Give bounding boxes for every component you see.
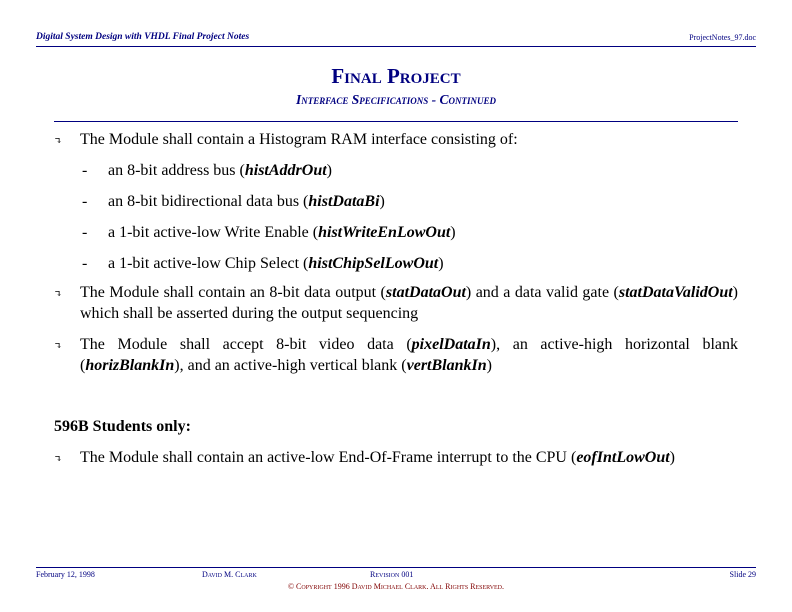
bullet-text: The Module shall contain a Histogram RAM interface consisting of:: [80, 131, 518, 148]
footer-copyright: © Copyright 1996 David Michael Clark. All Rights Reserved.: [287, 582, 505, 591]
slide-content: [54, 129, 738, 468]
dash-marker: -: [82, 162, 88, 179]
footer-revision: Revision 001: [370, 570, 414, 579]
sub-item-text: a 1-bit active-low Write Enable (: [108, 224, 319, 241]
page-subtitle: Interface Specifications - Continued: [295, 92, 497, 107]
bullet-text: The Module shall contain an 8-bit data output (: [80, 284, 386, 301]
sub-item-text: a 1-bit active-low Chip Select (: [108, 255, 309, 272]
bullet-text: The Module shall contain an active-low End-Of-Frame interrupt to the CPU (: [80, 449, 577, 466]
students-heading: 596B Students only:: [54, 418, 191, 435]
sub-item-text: ): [450, 224, 456, 241]
bullet-item: [54, 334, 738, 376]
bullet-text: The Module shall accept 8-bit video data (: [80, 336, 412, 353]
bullet-item: [54, 129, 738, 150]
sub-item-text: an 8-bit bidirectional data bus (: [108, 193, 309, 210]
bullet-item: [54, 447, 738, 468]
sub-item-text: ): [438, 255, 444, 272]
signal-name: histWriteEnLowOut: [318, 224, 451, 241]
signal-name: horizBlankIn: [85, 357, 175, 374]
sub-item: [54, 222, 738, 243]
signal-name: eofIntLowOut: [576, 449, 670, 466]
bullet-text: ) which shall be asserted during the output sequencing: [80, 284, 738, 322]
bullet-icon: ↴: [54, 454, 63, 465]
sub-item: [54, 191, 738, 212]
bullet-item: [54, 282, 738, 324]
sub-item: [54, 160, 738, 181]
footer-divider: [36, 567, 756, 568]
header-file-name: ProjectNotes_97.doc: [689, 33, 756, 42]
signal-name: histDataBi: [308, 193, 380, 210]
bullet-icon: ↴: [54, 289, 63, 300]
header-divider: [36, 46, 756, 47]
signal-name: histChipSelLowOut: [308, 255, 439, 272]
sub-item-text: an 8-bit address bus (: [108, 162, 245, 179]
sub-item: [54, 253, 738, 274]
sub-item-text: ): [379, 193, 385, 210]
page-title: Final Project: [331, 64, 461, 88]
signal-name: histAddrOut: [244, 162, 327, 179]
bullet-icon: ↴: [54, 136, 63, 147]
bullet-text: ), an active-high horizontal blank (: [80, 336, 739, 374]
bullet-text: ) and a data valid gate (: [465, 284, 619, 301]
signal-name: vertBlankIn: [406, 357, 487, 374]
footer-slide-number: Slide 29: [729, 570, 756, 579]
bullet-text: ): [486, 357, 492, 374]
sub-item-text: ): [326, 162, 332, 179]
bullet-text: ), and an active-high vertical blank (: [174, 357, 407, 374]
title-divider: [54, 121, 738, 122]
footer-date: February 12, 1998: [36, 570, 95, 579]
dash-marker: -: [82, 255, 88, 272]
signal-name: statDataValidOut: [618, 284, 733, 301]
bullet-text: ): [669, 449, 675, 466]
header-document-title: Digital System Design with VHDL Final Project Notes: [36, 32, 250, 42]
dash-marker: -: [82, 224, 88, 241]
signal-name: pixelDataIn: [411, 336, 491, 353]
footer-author: David M. Clark: [202, 570, 257, 579]
signal-name: statDataOut: [385, 284, 466, 301]
dash-marker: -: [82, 193, 88, 210]
bullet-icon: ↴: [54, 341, 63, 352]
